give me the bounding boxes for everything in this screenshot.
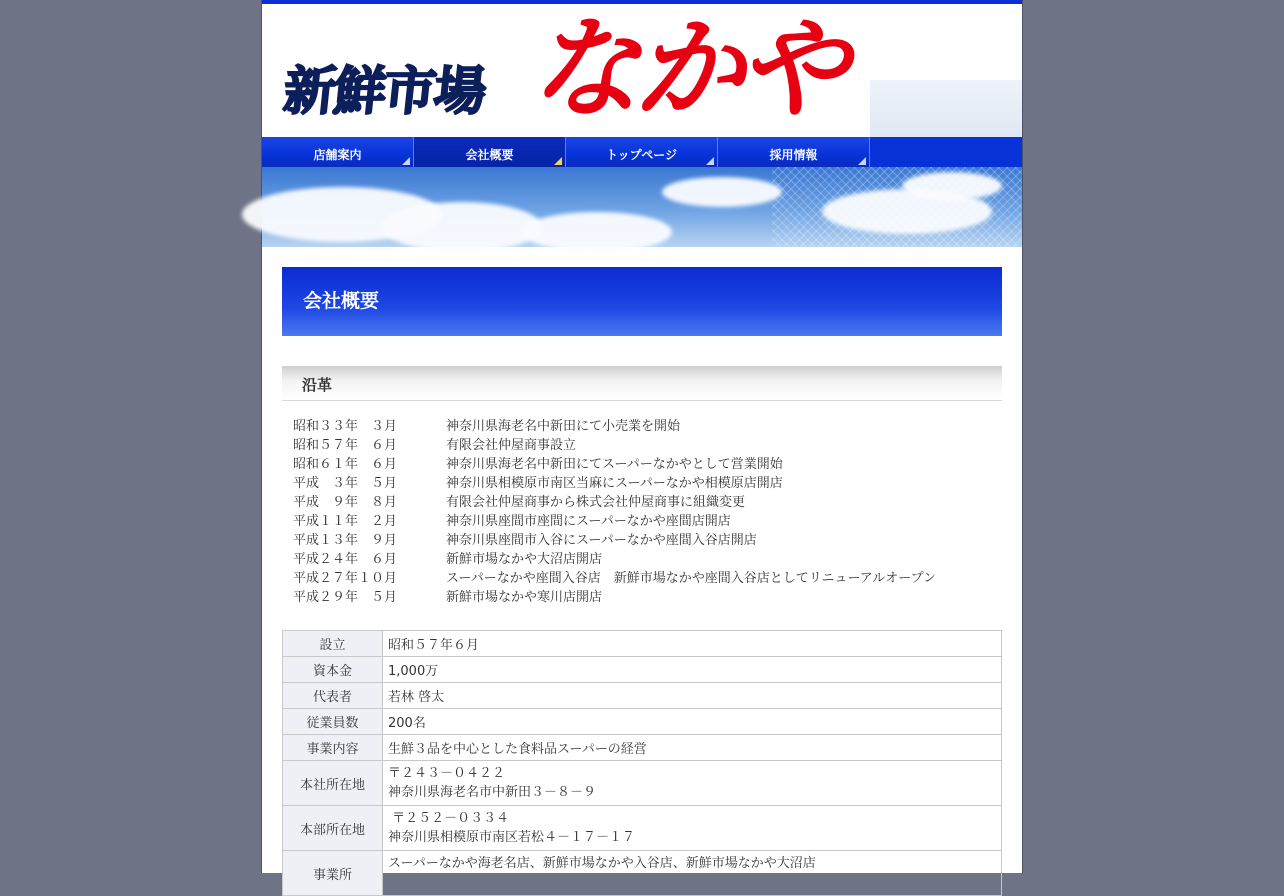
history-row bbox=[293, 569, 1002, 588]
row-value: 1,000万 bbox=[383, 657, 1002, 683]
row-value bbox=[383, 851, 1002, 896]
nav-item-company[interactable] bbox=[414, 137, 566, 167]
main-nav bbox=[262, 137, 1022, 167]
history-event: 神奈川県相模原市南区当麻にスーパーなかや相模原店開店 bbox=[446, 476, 783, 491]
row-value: 若林 啓太 bbox=[383, 683, 1002, 709]
table-row bbox=[283, 657, 1002, 683]
page-title: 会社概要 bbox=[282, 267, 1002, 336]
nav-item-label: 採用情報 bbox=[769, 148, 818, 162]
history-date: 平成２４年 ６月 bbox=[293, 552, 398, 567]
row-label: 事業所 bbox=[283, 851, 383, 896]
table-row bbox=[283, 735, 1002, 761]
history-date: 平成１３年 ９月 bbox=[293, 533, 398, 548]
page-container bbox=[261, 0, 1023, 883]
row-label: 本部所在地 bbox=[283, 806, 383, 851]
history-row bbox=[293, 455, 1002, 474]
row-label: 設立 bbox=[283, 631, 383, 657]
table-row bbox=[283, 851, 1002, 896]
history-event: 有限会社仲屋商事設立 bbox=[446, 438, 577, 453]
history-event: 神奈川県座間市座間にスーパーなかや座間店開店 bbox=[446, 514, 731, 529]
history-event: 神奈川県海老名中新田にてスーパーなかやとして営業開始 bbox=[446, 457, 783, 472]
header-sky-decoration bbox=[870, 80, 1022, 137]
history-event: 有限会社仲屋商事から株式会社仲屋商事に組織変更 bbox=[446, 495, 746, 510]
row-label: 事業内容 bbox=[283, 735, 383, 761]
history-event: 新鮮市場なかや大沼店開店 bbox=[446, 552, 603, 567]
address: 神奈川県海老名市中新田３－８－９ bbox=[388, 785, 597, 800]
history-event: 神奈川県座間市入谷にスーパーなかや座間入谷店開店 bbox=[446, 533, 757, 548]
nav-item-label: トップページ bbox=[606, 148, 677, 162]
cloud bbox=[522, 212, 672, 252]
nav-item-top[interactable] bbox=[566, 137, 718, 167]
nav-item-label: 会社概要 bbox=[465, 148, 514, 162]
site-header bbox=[262, 4, 1022, 137]
history-event: スーパーなかや座間入谷店 新鮮市場なかや座間入谷店としてリニューアルオープン bbox=[446, 571, 937, 586]
history-row bbox=[293, 512, 1002, 531]
row-value: 生鮮３品を中心とした食料品スーパーの経営 bbox=[383, 735, 1002, 761]
history-date: 平成 ９年 ８月 bbox=[293, 495, 398, 510]
history-date: 平成２７年１０月 bbox=[293, 571, 398, 586]
postal-code: 〒２４３－０４２２ bbox=[388, 766, 506, 781]
table-row bbox=[283, 631, 1002, 657]
row-value: 200名 bbox=[383, 709, 1002, 735]
logo-text-shinsen-ichiba: 新鮮市場 bbox=[280, 61, 488, 122]
history-row bbox=[293, 493, 1002, 512]
row-label: 従業員数 bbox=[283, 709, 383, 735]
row-label: 代表者 bbox=[283, 683, 383, 709]
history-row bbox=[293, 474, 1002, 493]
history-event: 神奈川県海老名中新田にて小売業を開始 bbox=[446, 419, 681, 434]
history-list bbox=[282, 417, 1002, 607]
history-row bbox=[293, 550, 1002, 569]
postal-code: 〒２５２－０３３４ bbox=[388, 811, 510, 826]
logo-text-nakaya: なかや bbox=[530, 5, 842, 133]
cloud bbox=[662, 177, 782, 207]
history-date: 昭和５７年 ６月 bbox=[293, 438, 398, 453]
history-heading: 沿革 bbox=[282, 366, 1002, 401]
history-date: 平成１１年 ２月 bbox=[293, 514, 398, 529]
corner-arrow-icon bbox=[554, 157, 562, 165]
row-label: 資本金 bbox=[283, 657, 383, 683]
row-value bbox=[383, 806, 1002, 851]
row-label: 本社所在地 bbox=[283, 761, 383, 806]
table-row bbox=[283, 761, 1002, 806]
corner-arrow-icon bbox=[402, 157, 410, 165]
history-date: 平成２９年 ５月 bbox=[293, 590, 398, 605]
history-row bbox=[293, 588, 1002, 607]
sky-banner bbox=[262, 167, 1022, 247]
history-date: 平成 ３年 ５月 bbox=[293, 476, 398, 491]
nav-item-recruit[interactable] bbox=[718, 137, 870, 167]
history-event: 新鮮市場なかや寒川店開店 bbox=[446, 590, 603, 605]
row-value bbox=[383, 761, 1002, 806]
history-row bbox=[293, 436, 1002, 455]
offices-list: スーパーなかや海老名店、新鮮市場なかや入谷店、新鮮市場なかや大沼店 bbox=[388, 856, 816, 871]
mesh-pattern bbox=[772, 167, 1022, 247]
address: 神奈川県相模原市南区若松４－１７－１７ bbox=[388, 830, 636, 845]
history-row bbox=[293, 531, 1002, 550]
history-row bbox=[293, 417, 1002, 436]
main-content bbox=[262, 247, 1022, 896]
table-row bbox=[283, 709, 1002, 735]
nav-item-stores[interactable] bbox=[262, 137, 414, 167]
history-date: 昭和６１年 ６月 bbox=[293, 457, 398, 472]
table-row bbox=[283, 806, 1002, 851]
nav-item-label: 店舗案内 bbox=[313, 148, 362, 162]
cloud bbox=[382, 202, 542, 252]
history-date: 昭和３３年 ３月 bbox=[293, 419, 398, 434]
company-info-table bbox=[282, 630, 1002, 896]
row-value: 昭和５７年６月 bbox=[383, 631, 1002, 657]
table-row bbox=[283, 683, 1002, 709]
corner-arrow-icon bbox=[706, 157, 714, 165]
corner-arrow-icon bbox=[858, 157, 866, 165]
